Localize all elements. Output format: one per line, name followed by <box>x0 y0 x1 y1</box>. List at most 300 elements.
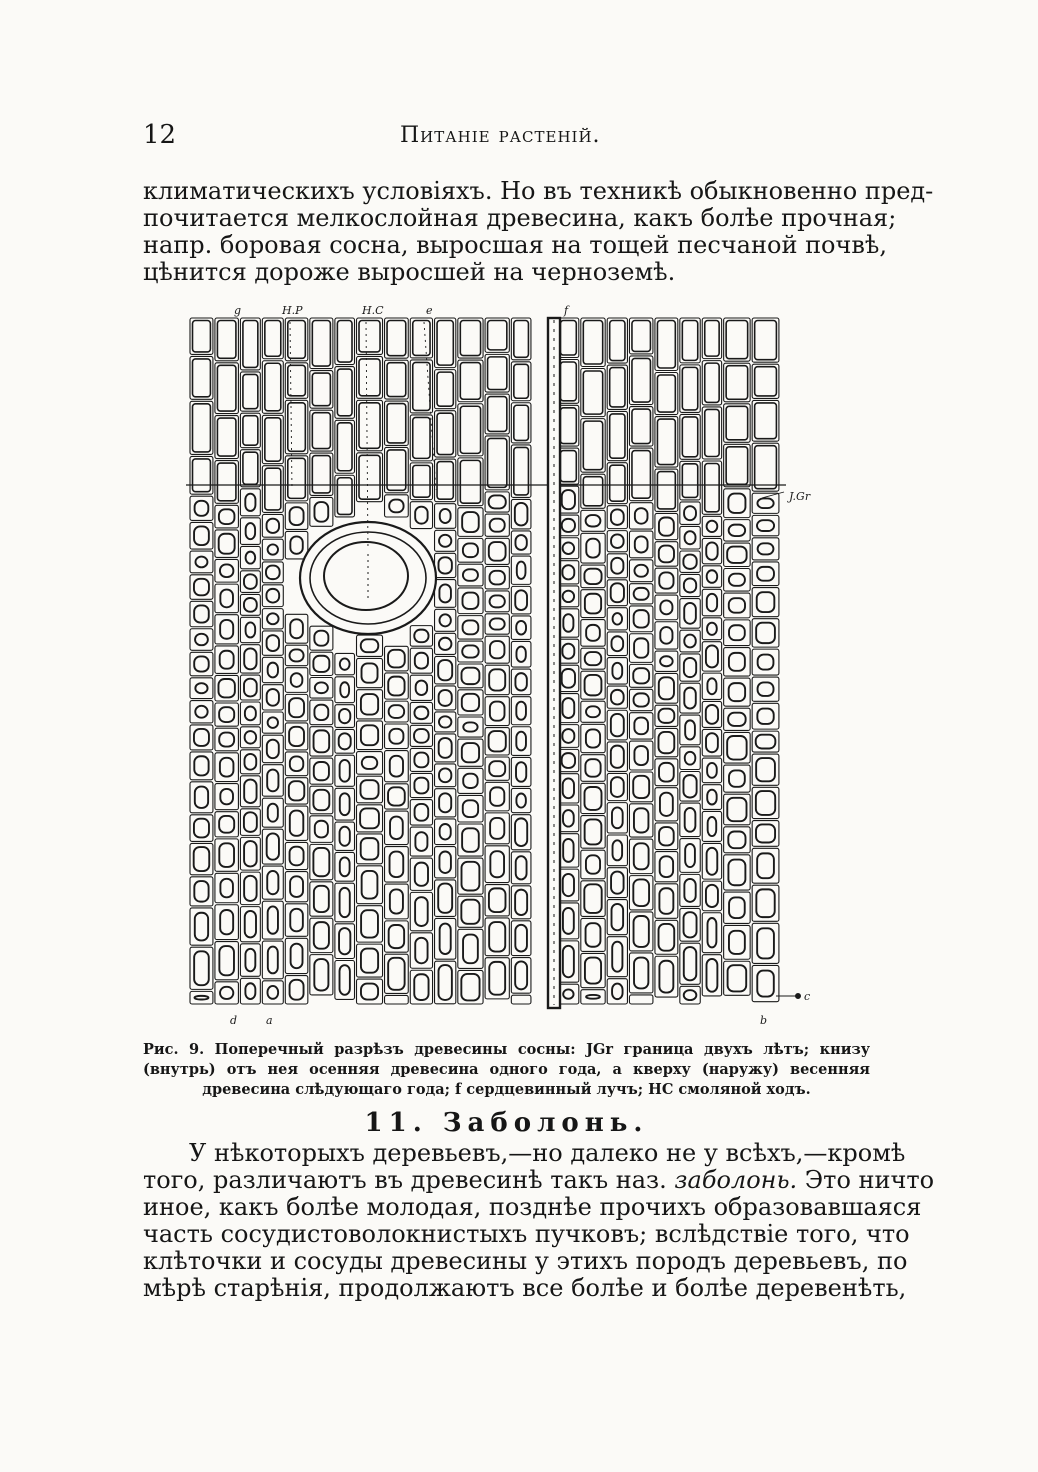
cell-lumen <box>684 506 696 520</box>
cell-lumen <box>388 787 405 805</box>
cell-lumen <box>268 906 278 933</box>
wood-cell <box>310 453 333 495</box>
cell-lumen <box>659 517 674 535</box>
wood-cell <box>310 678 333 699</box>
cell-lumen <box>489 888 506 912</box>
cell-lumen <box>415 863 428 886</box>
wood-cell <box>629 503 652 529</box>
wood-cell <box>724 444 751 487</box>
cell-lumen <box>359 359 380 396</box>
cell-lumen <box>414 753 428 768</box>
wood-cell <box>285 318 308 361</box>
wood-cell <box>435 633 456 654</box>
wood-cell <box>724 620 751 646</box>
wood-cell <box>190 496 213 520</box>
cell-lumen <box>583 421 602 470</box>
cell-lumen <box>583 477 602 506</box>
wood-cell <box>752 400 779 441</box>
cell-lumen <box>312 373 330 406</box>
cell-lumen <box>314 502 328 522</box>
cell-lumen <box>562 729 574 743</box>
cell-lumen <box>707 959 718 992</box>
cell-lumen <box>361 780 379 799</box>
cell-lumen <box>440 509 451 523</box>
cell-lumen <box>657 472 675 509</box>
cell-lumen <box>462 828 479 852</box>
wood-cell <box>724 404 751 443</box>
cell-lumen <box>563 908 574 934</box>
cell-lumen <box>562 519 575 532</box>
wood-cell <box>385 401 409 445</box>
cell-lumen <box>583 321 602 365</box>
cell-lumen <box>339 709 350 723</box>
cell-lumen <box>193 321 211 352</box>
wood-cell <box>458 564 483 586</box>
wood-cell <box>190 678 213 699</box>
cell-lumen <box>340 793 350 815</box>
cell-lumen <box>729 653 745 671</box>
cell-lumen <box>360 808 379 828</box>
wood-cell <box>335 924 355 959</box>
wood-cell <box>240 978 260 1004</box>
wood-cell <box>285 752 308 776</box>
wood-cell <box>357 318 383 354</box>
wood-cell <box>702 566 721 587</box>
cell-lumen <box>439 852 450 874</box>
cell-lumen <box>657 375 675 412</box>
cell-lumen <box>726 447 748 485</box>
wood-cell <box>385 995 409 1004</box>
wood-cell <box>357 356 383 398</box>
cell-lumen <box>708 817 717 836</box>
cell-lumen <box>340 888 350 917</box>
cell-lumen <box>290 507 304 525</box>
pine-wood-cross-section-figure <box>186 300 826 1025</box>
wood-cell <box>680 630 700 652</box>
wood-cell <box>240 546 260 568</box>
cell-lumen <box>289 781 304 800</box>
cell-lumen <box>313 656 329 672</box>
cell-lumen <box>288 365 306 396</box>
wood-cell <box>752 318 779 362</box>
cell-lumen <box>562 753 575 768</box>
wood-cell <box>357 400 383 451</box>
wood-cell <box>702 758 721 783</box>
cell-lumen <box>219 843 234 867</box>
cell-lumen <box>684 879 695 902</box>
wood-cell <box>458 795 483 822</box>
cell-lumen <box>489 962 505 995</box>
wood-cell <box>215 584 238 613</box>
cell-lumen <box>585 594 601 614</box>
cell-lumen <box>634 638 648 657</box>
text-line: почитается мелкослойная древесина, какъ болѣе прочная; <box>143 204 897 232</box>
cell-lumen <box>415 938 427 963</box>
cell-lumen <box>219 946 234 975</box>
wood-cell <box>655 622 678 649</box>
figure-label-a: a <box>266 1014 273 1025</box>
cell-lumen <box>195 683 207 693</box>
cell-lumen <box>562 644 574 659</box>
cell-lumen <box>635 536 648 552</box>
cell-lumen <box>633 776 649 798</box>
cell-lumen <box>586 539 599 558</box>
cell-lumen <box>610 368 625 407</box>
cell-lumen <box>290 847 304 866</box>
cell-lumen <box>658 709 674 723</box>
cell-lumen <box>415 832 427 851</box>
cell-lumen <box>729 525 746 536</box>
wood-cell <box>310 410 333 451</box>
figure-label-e: e <box>426 304 433 317</box>
wood-cell <box>262 539 283 560</box>
wood-cell <box>215 416 238 459</box>
cell-lumen <box>195 557 207 568</box>
cell-lumen <box>488 321 507 350</box>
cell-lumen <box>340 658 350 669</box>
cell-lumen <box>389 729 403 744</box>
cell-lumen <box>439 638 451 650</box>
wood-cell <box>752 493 779 513</box>
cell-lumen <box>439 584 451 602</box>
cell-lumen <box>290 876 303 897</box>
cell-lumen <box>414 729 429 743</box>
cell-lumen <box>243 416 258 445</box>
cell-lumen <box>268 544 278 554</box>
wood-cell <box>215 873 238 902</box>
cell-lumen <box>268 804 278 822</box>
cell-lumen <box>439 614 450 626</box>
cell-lumen <box>267 689 279 706</box>
cell-lumen <box>439 738 452 758</box>
cell-lumen <box>265 363 281 411</box>
wood-cell <box>458 538 483 562</box>
wood-cell <box>629 995 652 1004</box>
wood-cell <box>215 784 238 810</box>
cell-lumen <box>314 730 330 752</box>
wood-cell <box>752 677 779 701</box>
cell-lumen <box>516 856 527 879</box>
cell-lumen <box>490 702 505 721</box>
cell-lumen <box>440 924 451 954</box>
cell-lumen <box>243 321 258 368</box>
cell-lumen <box>267 635 279 651</box>
cell-lumen <box>246 622 256 637</box>
cell-lumen <box>660 856 673 877</box>
cell-lumen <box>755 367 777 396</box>
cell-lumen <box>220 651 234 669</box>
cell-lumen <box>244 598 257 612</box>
cell-lumen <box>413 417 430 458</box>
cell-lumen <box>389 925 404 948</box>
cell-lumen <box>461 974 479 1001</box>
cell-lumen <box>489 669 505 690</box>
cell-lumen <box>635 508 648 524</box>
cell-lumen <box>220 590 233 608</box>
cell-lumen <box>461 900 479 924</box>
cell-lumen <box>463 543 478 557</box>
wood-cell <box>655 595 678 620</box>
wood-cell <box>485 514 509 536</box>
text-line: иное, какъ болѣе молодая, позднѣе прочихъ образовавшаяся <box>143 1193 922 1221</box>
cell-lumen <box>490 787 504 805</box>
cell-lumen <box>585 958 601 984</box>
cell-lumen <box>682 367 697 410</box>
wood-cell <box>581 701 605 722</box>
figure-label-hc: H.C <box>362 304 384 317</box>
cell-lumen <box>438 660 452 680</box>
wood-cell <box>190 991 213 1004</box>
cell-lumen <box>340 760 350 782</box>
text-line: цѣнится дороже выросшей на черноземѣ. <box>143 258 676 286</box>
wood-cell <box>485 318 509 352</box>
cell-lumen <box>460 460 480 503</box>
cell-lumen <box>515 673 526 690</box>
cell-lumen <box>659 961 673 993</box>
wood-cell <box>752 443 779 491</box>
wood-cell <box>581 474 605 508</box>
cell-lumen <box>611 690 624 705</box>
cell-lumen <box>728 832 745 849</box>
cell-lumen <box>195 913 208 941</box>
cell-lumen <box>563 989 573 998</box>
cell-lumen <box>337 321 352 363</box>
cell-lumen <box>244 574 257 589</box>
cell-lumen <box>611 636 623 651</box>
cell-lumen <box>415 507 427 524</box>
cell-lumen <box>266 589 279 603</box>
cell-lumen <box>729 770 745 786</box>
wood-cell <box>285 400 308 453</box>
cell-lumen <box>729 625 745 640</box>
wood-cell <box>458 360 483 402</box>
cell-lumen <box>634 610 649 627</box>
wood-cell <box>385 724 409 749</box>
cell-lumen <box>516 793 525 807</box>
wood-cell <box>655 956 678 997</box>
wood-cell <box>215 318 238 361</box>
cell-lumen <box>245 949 255 971</box>
cell-lumen <box>705 363 719 402</box>
cell-lumen <box>195 787 208 808</box>
cell-lumen <box>563 874 574 896</box>
cell-lumen <box>562 565 574 579</box>
cell-lumen <box>244 648 256 669</box>
cell-lumen <box>288 458 306 498</box>
cell-lumen <box>684 578 696 592</box>
wood-cell <box>410 675 432 700</box>
cell-lumen <box>684 635 696 648</box>
cell-lumen <box>438 557 451 573</box>
cell-lumen <box>757 592 775 612</box>
cell-lumen <box>244 876 256 901</box>
cell-lumen <box>440 824 451 840</box>
cell-lumen <box>658 732 674 753</box>
wood-cell <box>511 616 531 639</box>
wood-cell <box>190 356 213 399</box>
cell-lumen <box>439 690 452 706</box>
cell-lumen <box>757 520 774 531</box>
cell-lumen <box>612 807 623 828</box>
cell-lumen <box>194 881 208 902</box>
cell-lumen <box>634 588 649 600</box>
paragraph-bottom <box>143 1139 935 1302</box>
cell-lumen <box>729 931 745 954</box>
cell-lumen <box>660 656 673 666</box>
cell-lumen <box>245 731 257 744</box>
cell-lumen <box>706 733 718 752</box>
wood-cell <box>607 979 627 1004</box>
cell-lumen <box>659 924 675 951</box>
text-line: мѣрѣ старѣнія, продолжаютъ все болѣе и болѣе деревенѣть, <box>143 1274 907 1302</box>
cell-lumen <box>706 542 717 559</box>
wood-cell <box>629 318 652 354</box>
cell-lumen <box>416 681 428 696</box>
cell-lumen <box>611 534 624 547</box>
cell-lumen <box>415 653 428 669</box>
cell-lumen <box>758 655 774 670</box>
cell-lumen <box>758 682 774 695</box>
cell-lumen <box>389 500 403 513</box>
wood-cell <box>581 510 605 531</box>
cell-lumen <box>611 746 624 768</box>
cell-lumen <box>437 413 453 454</box>
cell-lumen <box>728 713 745 726</box>
emphasized-term: заболонь. <box>674 1166 798 1194</box>
wood-cell <box>702 618 721 640</box>
cell-lumen <box>563 778 574 798</box>
cell-lumen <box>219 733 234 747</box>
cell-lumen <box>439 768 451 782</box>
wood-cell <box>190 456 213 494</box>
cell-lumen <box>193 459 211 492</box>
wood-cell <box>285 456 308 501</box>
figure-caption <box>143 1040 870 1100</box>
cell-lumen <box>220 879 233 897</box>
cell-lumen <box>463 722 477 731</box>
cell-lumen <box>726 366 748 400</box>
cell-lumen <box>290 909 303 932</box>
cell-lumen <box>193 359 211 397</box>
cell-lumen <box>489 731 506 751</box>
cell-lumen <box>515 535 526 550</box>
wood-cell <box>458 616 483 639</box>
cell-lumen <box>361 910 378 937</box>
cell-lumen <box>517 562 526 579</box>
cell-lumen <box>757 928 774 958</box>
cell-lumen <box>727 547 746 563</box>
cell-lumen <box>707 623 717 635</box>
cell-lumen <box>437 321 453 366</box>
cell-lumen <box>362 757 377 769</box>
cell-lumen <box>659 572 673 588</box>
cell-lumen <box>462 593 478 609</box>
wood-cell <box>752 538 779 560</box>
wood-cell <box>385 495 409 517</box>
cell-lumen <box>682 417 697 457</box>
cell-lumen <box>611 558 623 574</box>
cell-lumen <box>245 983 255 999</box>
wood-cell <box>607 937 627 977</box>
cell-lumen <box>707 678 716 694</box>
cell-lumen <box>490 618 505 629</box>
cell-lumen <box>756 791 775 815</box>
cell-lumen <box>490 641 504 658</box>
cell-lumen <box>361 838 379 859</box>
cell-lumen <box>194 951 209 985</box>
cell-lumen <box>490 519 505 532</box>
cell-lumen <box>387 450 406 490</box>
cell-lumen <box>437 372 453 406</box>
cell-lumen <box>707 570 717 583</box>
cell-lumen <box>756 735 776 749</box>
cell-lumen <box>361 949 378 973</box>
cell-lumen <box>462 645 478 657</box>
cell-lumen <box>194 756 208 775</box>
cell-lumen <box>660 793 673 816</box>
cell-lumen <box>312 413 330 449</box>
cell-lumen <box>757 709 773 724</box>
wood-cell <box>410 360 432 413</box>
cell-lumen <box>612 984 622 1000</box>
cell-lumen <box>586 729 600 747</box>
cell-lumen <box>586 515 601 526</box>
cell-lumen <box>265 468 281 510</box>
wood-cell <box>310 955 333 995</box>
wood-cell <box>629 407 652 447</box>
wood-cell <box>485 394 509 434</box>
wood-cell <box>724 318 751 361</box>
cell-lumen <box>290 619 303 638</box>
cell-lumen <box>490 595 505 607</box>
cell-lumen <box>562 669 575 688</box>
cell-lumen <box>220 564 233 577</box>
cell-lumen <box>562 490 575 509</box>
cell-lumen <box>707 594 717 611</box>
cell-lumen <box>729 598 745 612</box>
cell-lumen <box>246 552 256 564</box>
cell-lumen <box>563 591 574 602</box>
cell-lumen <box>388 958 404 990</box>
cell-lumen <box>243 452 258 484</box>
cell-lumen <box>584 569 601 584</box>
cell-lumen <box>516 732 526 751</box>
cell-lumen <box>756 824 775 842</box>
cell-lumen <box>359 403 380 449</box>
cell-lumen <box>560 451 576 482</box>
cell-lumen <box>585 787 602 810</box>
wood-cell <box>190 701 213 723</box>
cell-lumen <box>634 693 649 706</box>
cell-lumen <box>314 631 328 646</box>
figure-label-jgr: J.Gr <box>789 490 811 503</box>
wood-cell <box>262 712 283 733</box>
cell-lumen <box>438 884 452 913</box>
running-title: Питаніе растеній. <box>400 123 601 148</box>
cell-lumen <box>413 321 430 356</box>
wood-cell <box>724 593 751 618</box>
cell-lumen <box>682 321 697 361</box>
cell-lumen <box>313 848 329 876</box>
wood-cell <box>511 788 531 812</box>
cell-lumen <box>361 639 379 652</box>
wood-cell <box>215 363 238 414</box>
cell-lumen <box>611 777 624 797</box>
cell-lumen <box>246 523 255 539</box>
cell-lumen <box>514 321 529 358</box>
cell-lumen <box>632 409 650 444</box>
cell-lumen <box>290 980 304 1000</box>
